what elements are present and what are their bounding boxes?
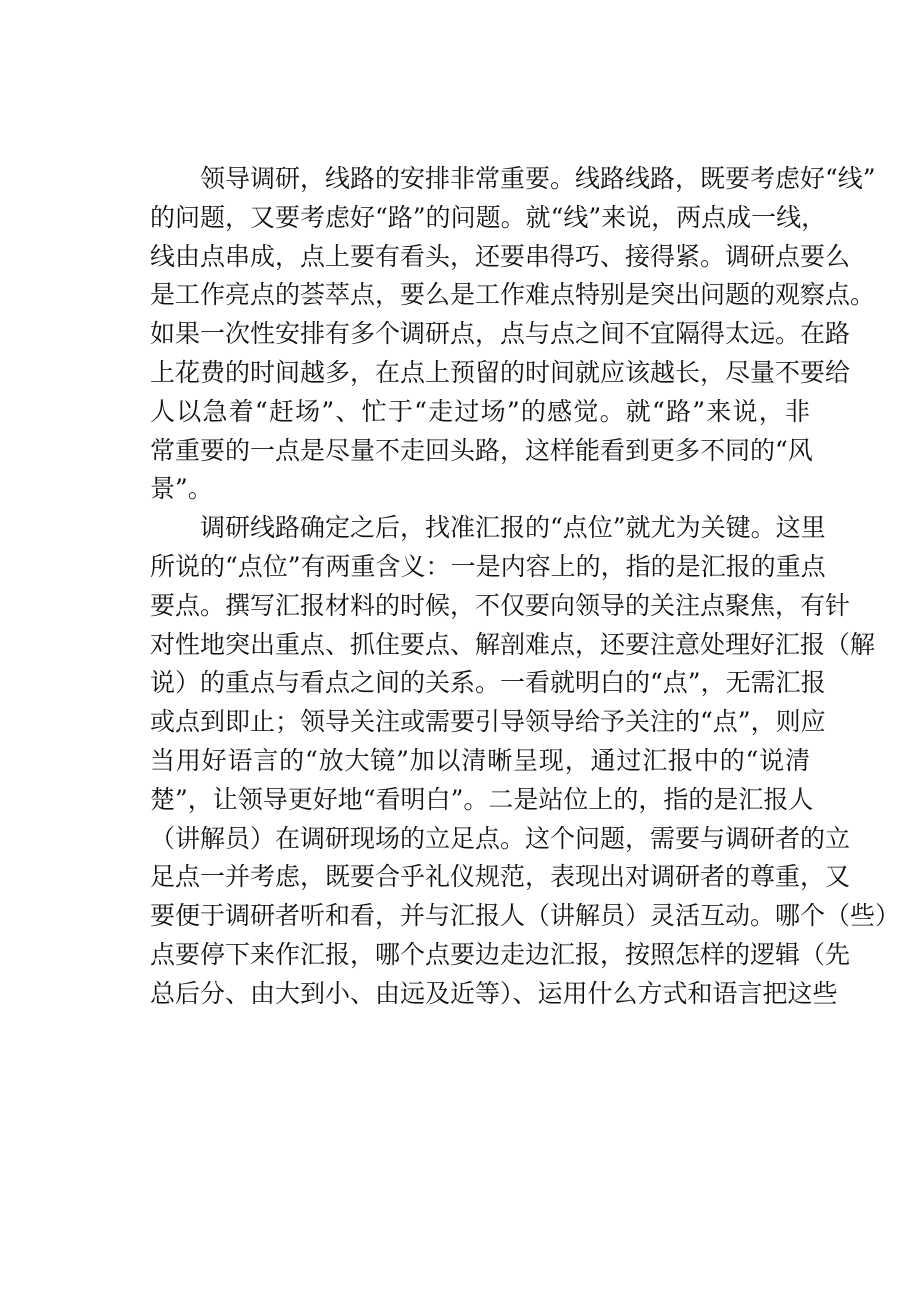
text-line: 要便于调研者听和看，并与汇报人（讲解员）灵活互动。哪个（些）	[150, 901, 901, 931]
text-line: 或点到即止；领导关注或需要引导领导给予关注的“点”，则应	[150, 707, 826, 737]
text-line: 点要停下来作汇报，哪个点要边走边汇报，按照怎样的逻辑（先	[150, 939, 851, 969]
text-line: 总后分、由大到小、由远及近等）、运用什么方式和语言把这些	[150, 978, 838, 1008]
text-line: 的问题，又要考虑好“路”的问题。就“线”来说，两点成一线，	[150, 202, 827, 232]
text-line: 线由点串成，点上要有看头，还要串得巧、接得紧。调研点要么	[150, 241, 851, 271]
paragraph-1	[150, 160, 876, 509]
text-line: 如果一次性安排有多个调研点，点与点之间不宜隔得太远。在路	[150, 319, 851, 349]
text-line: 足点一并考虑，既要合乎礼仪规范，表现出对调研者的尊重，又	[150, 862, 851, 892]
text-line: 调研线路确定之后，找准汇报的“点位”就尤为关键。这里	[200, 513, 826, 543]
text-line: 楚”，让领导更好地“看明白”。二是站位上的，指的是汇报人	[150, 784, 814, 814]
text-line: 是工作亮点的荟萃点，要么是工作难点特别是突出问题的观察点。	[150, 280, 876, 310]
text-line: 上花费的时间越多，在点上预留的时间就应该越长，尽量不要给	[150, 357, 851, 387]
text-line: 说）的重点与看点之间的关系。一看就明白的“点”，无需汇报	[150, 668, 826, 698]
paragraph-2	[150, 509, 901, 1013]
text-line: （讲解员）在调研现场的立足点。这个问题，需要与调研者的立	[150, 823, 851, 853]
text-line: 当用好语言的“放大镜”加以清晰呈现，通过汇报中的“说清	[150, 745, 810, 775]
text-line: 对性地突出重点、抓住要点、解剖难点，还要注意处理好汇报（解	[150, 629, 876, 659]
document-body	[150, 160, 901, 1014]
text-line: 领导调研，线路的安排非常重要。线路线路，既要考虑好“线”	[200, 164, 876, 193]
text-line: 所说的“点位”有两重含义：一是内容上的，指的是汇报的重点	[150, 551, 826, 581]
text-line: 要点。撰写汇报材料的时候，不仅要向领导的关注点聚焦，有针	[150, 590, 851, 620]
text-line: 景”。	[150, 474, 213, 504]
text-line: 常重要的一点是尽量不走回头路，这样能看到更多不同的“风	[150, 435, 813, 465]
text-line: 人以急着“赶场”、忙于“走过场”的感觉。就“路”来说，非	[150, 396, 810, 426]
